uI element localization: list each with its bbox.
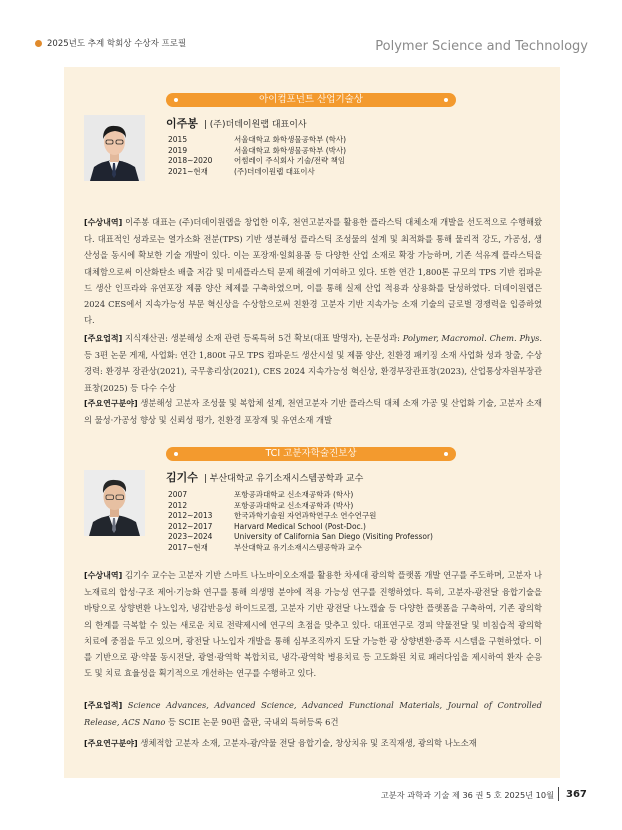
career-row: 2021~현재 (주)더데이원랩 대표이사 <box>168 166 315 176</box>
career-row: 2012 포항공과대학교 신소재공학과 (박사) <box>168 500 354 510</box>
awardee-name-line-2 <box>166 469 363 485</box>
achievement-label-1: [수상내역] <box>84 218 123 227</box>
career-row: 2019 서울대학교 화학생물공학부 (박사) <box>168 145 347 155</box>
major-work-paragraph-2 <box>84 697 542 730</box>
career-row: 2012~2013 한국과학기술원 자연과학연구소 연수연구원 <box>168 511 377 520</box>
awardee-affiliation-2: | 부산대학교 유기소재시스템공학과 교수 <box>203 474 364 484</box>
award-title-1: 아이컴포넌트 산업기술상 <box>259 94 363 105</box>
research-field-paragraph-2 <box>84 735 542 752</box>
career-list-2 <box>168 490 433 553</box>
achievement-paragraph-2 <box>84 567 542 681</box>
portrait-photo-1 <box>84 115 145 181</box>
portrait-photo-2 <box>84 470 145 536</box>
major-work-label-2: [주요업적] <box>84 701 123 710</box>
career-list-1 <box>168 135 346 177</box>
major-work-text-1b: 등 3편 논문 게재, 사업화: 연간 1,800t 규모 TPS 컴파운드 생산시설 및 제품 양산, 친환경 패키징 소재 사업화 성과 창출, 수상경력: 환경부 장관상(2021), 국무총리상(2021), CES 2024 지속가능성 혁신상, 환경부장관표창(2023), 산업통상자원부장관표창(2025) 등 다수 수상 <box>84 350 542 393</box>
running-head-text: 2025년도 추계 학회상 수상자 프로필 <box>47 39 187 49</box>
awardee-name-2: 김기수 <box>166 471 198 484</box>
research-field-label-2: [주요연구분야] <box>84 739 138 748</box>
awardee-affiliation-1: | (주)더데이원랩 대표이사 <box>203 120 307 130</box>
footer-divider <box>558 787 559 801</box>
career-row: 2018~2020 어썸레이 주식회사 기술/전략 책임 <box>168 156 346 165</box>
career-row: 2007 포항공과대학교 신소재공학과 (학사) <box>168 490 354 499</box>
research-field-label-1: [주요연구분야] <box>84 399 138 408</box>
awardee-name-line-1 <box>166 115 307 131</box>
running-head <box>35 37 186 49</box>
major-work-journals-1: Polymer, Macromol. Chem. Phys. <box>402 333 542 343</box>
career-row: 2012~2017 Harvard Medical School (Post-Doc.) <box>168 521 366 531</box>
research-field-paragraph-1 <box>84 395 542 428</box>
journal-title: Polymer Science and Technology <box>375 39 588 54</box>
achievement-text-1: 이주봉 대표는 (주)더데이원랩을 창업한 이후, 천연고분자를 활용한 플라스틱 대체소재 개발을 선도적으로 수행해왔다. 대표적인 성과로는 열가소화 전분(TPS) 기반 생분해성 플라스틱 조성물의 설계 및 최적화를 통해 물리적 강도, 가공성, 생산성을 동시에 확보한 기술 개발이 있다. 이는 포장재·일회용품 등 다양한 산업 소재로 확장 가능하며, 기존 석유계 플라스틱을 대체함으로써 이산화탄소 배출 저감 및 미세플라스틱 문제 해결에 기여하고 있다. 또한 연간 1,800톤 규모의 TPS 기반 컴파운드 생산 인프라와 유연포장 제품 양산 체제를 구축하였으며, 이를 통해 실제 산업 적용과 상용화를 달성하였다. 더데이원랩은 2024 CES에서 지속가능성 부문 혁신상을 수상함으로써 친환경 고분자 기반 지속가능 소재 기술의 글로벌 경쟁력을 입증하였다. <box>84 217 543 326</box>
achievement-paragraph-1 <box>84 214 542 328</box>
research-field-text-1: 생분해성 고분자 조성물 및 복합체 설계, 천연고분자 기반 플라스틱 대체 소재 가공 및 산업화 기술, 고분자 소재의 물성·가공성 향상 및 신뢰성 평가, 친환경 포장재 및 유연소재 개발 <box>84 398 542 426</box>
major-work-text-2: 등 SCIE 논문 90편 출판, 국내외 특허등록 6건 <box>165 717 339 728</box>
heading-dot-icon <box>444 98 448 102</box>
awardee-name-1: 이주봉 <box>166 117 198 130</box>
career-row: 2023~2024 University of California San Diego (Visiting Professor) <box>168 532 433 541</box>
achievement-label-2: [수상내역] <box>84 571 123 580</box>
award-title-2: TCI 고분자학술진보상 <box>265 448 357 459</box>
career-row: 2017~현재 부산대학교 유기소재시스템공학과 교수 <box>168 542 362 552</box>
major-work-paragraph-1 <box>84 330 542 396</box>
page-number: 367 <box>566 789 587 800</box>
major-work-label-1: [주요업적] <box>84 334 123 343</box>
achievement-text-2: 김기수 교수는 고분자 기반 스마트 나노바이오소재를 활용한 차세대 광의학 플랫폼 개발 연구를 주도하며, 고분자 나노재료의 합성·구조 제어·기능화 연구를 통해 의생명 분야에 적용 가능성 연구를 진행하였다. 특히, 고분자-광전달 융합기술을 바탕으로 상향변환 나노입자, 냉감반응성 하이드로겔, 고분자 기반 광전달 나노캡슐 등 다양한 플랫폼을 구축하여, 기존 광의학의 한계를 극복할 수 있는 새로운 치료 전략제시에 연구의 초점을 맞추고 있다. 대표연구로 경피 약물전달 및 비침습적 광의학 치료에 중점을 두고 있으며, 광전달 나노입자 개발을 통해 심부조직까지 도달 가능한 광 상향변환·증폭 시스템을 구현하였다. 이를 기반으로 광·약물 동시전달, 광열·광역학 복합치료, 냉각-광역학 병용치료 등 고도화된 치료 패러다임을 제시하여 환자 순응도 및 치료 효율성을 획기적으로 개선하는 연구를 수행하고 있다. <box>84 570 542 679</box>
footer-citation: 고분자 과학과 기술 제 36 권 5 호 2025년 10월 <box>380 790 554 800</box>
heading-dot-icon <box>444 452 448 456</box>
bullet-dot-icon <box>35 40 42 47</box>
award-heading-1 <box>166 93 456 107</box>
award-heading-2 <box>166 447 456 461</box>
research-field-text-2: 생체적합 고분자 소재, 고분자-광/약물 전달 융합기술, 창상치유 및 조직재생, 광의학 나노소재 <box>140 738 477 748</box>
career-row: 2015 서울대학교 화학생물공학부 (학사) <box>168 135 347 144</box>
major-work-journals-2: Science Advances, Advanced Science, Advanced Functional Materials, Journal of Controlled Release, ACS Nano <box>84 700 542 728</box>
major-work-text-1a: 지식재산권: 생분해성 소재 관련 등록특허 5건 확보(대표 발명자), 논문성과: <box>125 333 403 343</box>
